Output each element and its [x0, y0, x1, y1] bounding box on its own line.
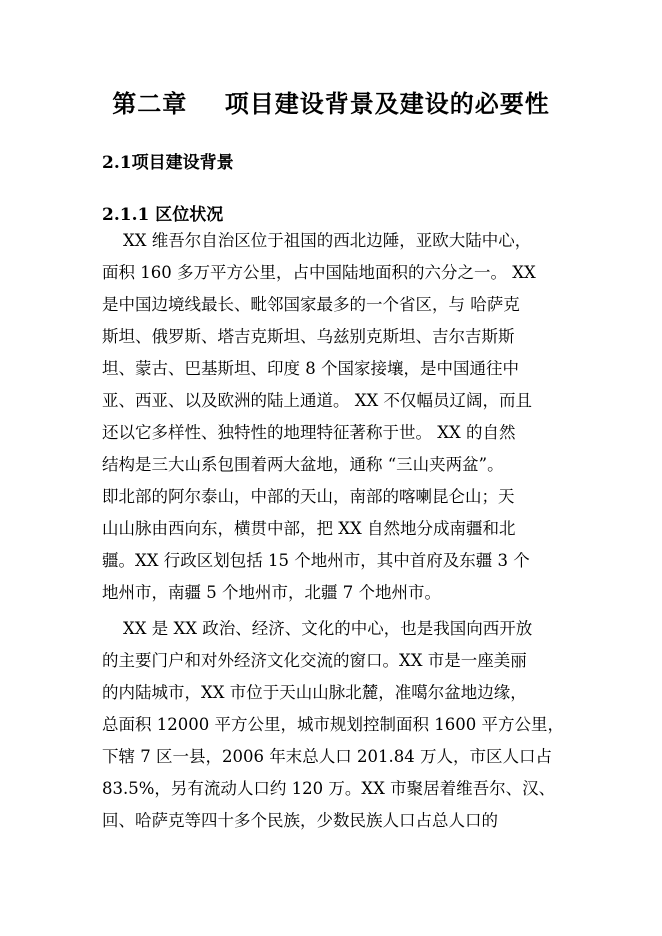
paragraph-line: 还以它多样性、独特性的地理特征著称于世。 XX 的自然 [102, 423, 516, 442]
paragraph-line: 回、哈萨克等四十多个民族，少数民族人口占总人口的 [102, 811, 498, 830]
paragraph-line: 的主要门户和对外经济文化交流的窗口。XX 市是一座美丽 [102, 651, 527, 670]
paragraph-line: 疆。XX 行政区划包括 15 个地州市，其中首府及东疆 3 个 [102, 551, 530, 570]
paragraph-line: 山山脉由西向东，横贯中部，把 XX 自然地分成南疆和北 [102, 519, 516, 538]
paragraph-line: 83.5%，另有流动人口约 120 万。XX 市聚居着维吾尔、汉、 [102, 779, 556, 798]
paragraph-line: 总面积 12000 平方公里，城市规划控制面积 1600 平方公里， [102, 715, 564, 734]
paragraph-line: 斯坦、俄罗斯、塔吉克斯坦、乌兹别克斯坦、吉尔吉斯斯 [102, 327, 515, 346]
paragraph-line: 即北部的阿尔泰山，中部的天山，南部的喀喇昆仑山；天 [102, 487, 515, 506]
paragraph-line: 是中国边境线最长、毗邻国家最多的一个省区，与 哈萨克 [102, 295, 520, 314]
paragraph-line: 地州市，南疆 5 个地州市，北疆 7 个地州市。 [102, 583, 441, 602]
paragraph-line: 结构是三大山系包围着两大盆地，通称 “三山夹两盆”。 [102, 455, 504, 474]
section-heading: 2.1项目建设背景 [102, 153, 234, 173]
paragraph-line: 下辖 7 区一县，2006 年末总人口 201.84 万人，市区人口占 [102, 747, 552, 766]
paragraph-line: 坦、蒙古、巴基斯坦、印度 8 个国家接壤，是中国通往中 [102, 359, 519, 378]
paragraph-line: 亚、西亚、以及欧洲的陆上通道。 XX 不仅幅员辽阔，而且 [102, 391, 532, 410]
paragraph-line: 面积 160 多万平方公里，占中国陆地面积的六分之一。 XX [102, 263, 536, 282]
chapter-title: 第二章 项目建设背景及建设的必要性 [112, 89, 550, 118]
paragraph-line: XX 是 XX 政治、经济、文化的中心，也是我国向西开放 [102, 619, 533, 638]
paragraph-line: XX 维吾尔自治区位于祖国的西北边陲，亚欧大陆中心， [102, 231, 532, 250]
subsection-heading: 2.1.1 区位状况 [102, 205, 224, 225]
paragraph-line: 的内陆城市，XX 市位于天山山脉北麓，准噶尔盆地边缘， [102, 683, 527, 702]
